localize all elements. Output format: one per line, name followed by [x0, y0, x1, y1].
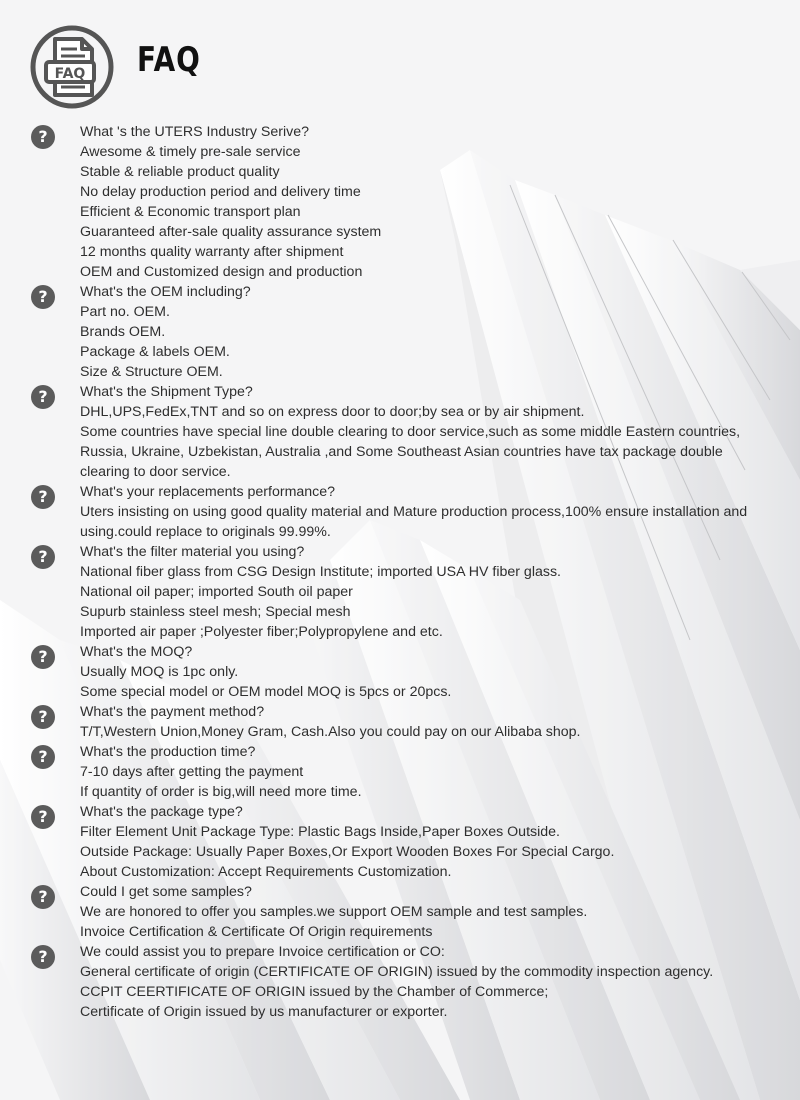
faq-answer-line: Usually MOQ is 1pc only.	[80, 664, 239, 680]
faq-question: What's the OEM including?	[80, 284, 251, 300]
faq-question: What's the package type?	[80, 804, 243, 820]
faq-question: What's the Shipment Type?	[80, 384, 253, 400]
question-mark-icon: ?	[31, 485, 55, 509]
question-mark-icon: ?	[31, 805, 55, 829]
faq-answer-line: Size & Structure OEM.	[80, 364, 223, 380]
faq-answer-line: clearing to door service.	[80, 464, 231, 480]
faq-answer-line: OEM and Customized design and production	[80, 264, 363, 280]
faq-answer-line: National oil paper; imported South oil paper	[80, 584, 353, 600]
faq-answer-line: Invoice Certification & Certificate Of Origin requirements	[80, 924, 433, 940]
question-mark-icon: ?	[31, 945, 55, 969]
faq-answer-line: We are honored to offer you samples.we support OEM sample and test samples.	[80, 904, 588, 920]
question-mark-icon: ?	[31, 705, 55, 729]
faq-answer-line: Imported air paper ;Polyester fiber;Polypropylene and etc.	[80, 624, 443, 640]
faq-answer-line: Stable & reliable product quality	[80, 164, 280, 180]
faq-answer-line: Some special model or OEM model MOQ is 5pcs or 20pcs.	[80, 684, 452, 700]
faq-answer-line: About Customization: Accept Requirements Customization.	[80, 864, 452, 880]
faq-answer-line: Supurb stainless steel mesh; Special mesh	[80, 604, 351, 620]
faq-question: What's the production time?	[80, 744, 256, 760]
logo-text: FAQ	[54, 66, 86, 82]
question-mark-icon: ?	[31, 285, 55, 309]
page-header	[0, 0, 800, 120]
faq-question: We could assist you to prepare Invoice certification or CO:	[80, 944, 445, 960]
faq-question: What's the MOQ?	[80, 644, 193, 660]
faq-answer-line: T/T,Western Union,Money Gram, Cash.Also you could pay on our Alibaba shop.	[80, 724, 581, 740]
faq-answer-line: Some countries have special line double clearing to door service,such as some middle Eastern countries,	[80, 424, 741, 440]
question-mark-icon: ?	[31, 645, 55, 669]
faq-answer-line: Certificate of Origin issued by us manufacturer or exporter.	[80, 1004, 448, 1020]
question-mark-icon: ?	[31, 745, 55, 769]
faq-answer-line: using.could replace to originals 99.99%.	[80, 524, 331, 540]
faq-answer-line: Part no. OEM.	[80, 304, 170, 320]
faq-answer-line: If quantity of order is big,will need more time.	[80, 784, 362, 800]
question-mark-icon: ?	[31, 385, 55, 409]
faq-question: What's your replacements performance?	[80, 484, 336, 500]
faq-answer-line: No delay production period and delivery time	[80, 184, 361, 200]
faq-answer-line: DHL,UPS,FedEx,TNT and so on express door to door;by sea or by air shipment.	[80, 404, 585, 420]
faq-answer-line: General certificate of origin (CERTIFICATE OF ORIGIN) issued by the commodity inspection agency.	[80, 964, 714, 980]
faq-question: Could I get some samples?	[80, 884, 252, 900]
faq-answer-line: Awesome & timely pre-sale service	[80, 144, 301, 160]
faq-answer-line: Guaranteed after-sale quality assurance system	[80, 224, 382, 240]
faq-answer-line: CCPIT CEERTIFICATE OF ORIGIN issued by the Chamber of Commerce;	[80, 984, 549, 1000]
faq-answer-line: National fiber glass from CSG Design Institute; imported USA HV fiber glass.	[80, 564, 561, 580]
faq-answer-line: Uters insisting on using good quality material and Mature production process,100% ensure installation and	[80, 504, 748, 520]
faq-answer-line: Package & labels OEM.	[80, 344, 230, 360]
faq-document-icon	[30, 25, 114, 109]
question-mark-icon: ?	[31, 885, 55, 909]
faq-question: What's the payment method?	[80, 704, 265, 720]
faq-answer-line: Efficient & Economic transport plan	[80, 204, 301, 220]
faq-answer-line: 7-10 days after getting the payment	[80, 764, 304, 780]
question-mark-icon: ?	[31, 125, 55, 149]
faq-answer-line: Russia, Ukraine, Uzbekistan, Australia ,and Some Southeast Asian countries have tax package double	[80, 444, 723, 460]
faq-answer-line: 12 months quality warranty after shipment	[80, 244, 344, 260]
page-title: FAQ	[137, 40, 201, 80]
faq-question: What 's the UTERS Industry Serive?	[80, 124, 310, 140]
question-mark-icon: ?	[31, 545, 55, 569]
faq-answer-line: Filter Element Unit Package Type: Plastic Bags Inside,Paper Boxes Outside.	[80, 824, 560, 840]
faq-answer-line: Brands OEM.	[80, 324, 166, 340]
faq-question: What's the filter material you using?	[80, 544, 305, 560]
faq-answer-line: Outside Package: Usually Paper Boxes,Or Export Wooden Boxes For Special Cargo.	[80, 844, 615, 860]
